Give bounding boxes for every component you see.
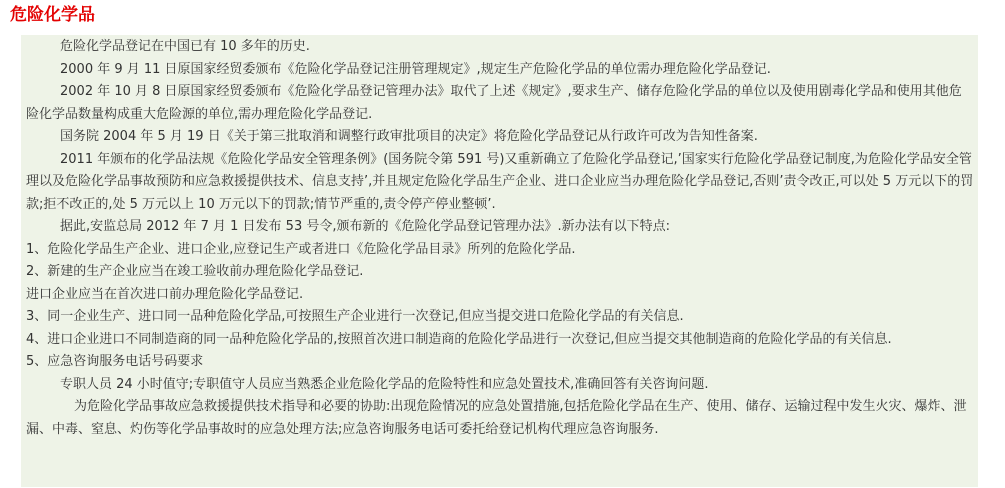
list-item-4: 4、进口企业进口不同制造商的同一品种危险化学品的,按照首次进口制造商的危险化学品进行一次登记,但应当提交其他制造商的危险化学品的有关信息. (26, 331, 892, 347)
list-item-1: 1、危险化学品生产企业、进口企业,应登记生产或者进口《危险化学品目录》所列的危险化学品. (26, 241, 576, 257)
list-item-2-continued: 进口企业应当在首次进口前办理危险化学品登记. (26, 286, 304, 302)
paragraph-2011-regulation: 2011 年颁布的化学品法规《危险化学品安全管理条例》(国务院令第 591 号)又重新确立了危险化学品登记,’国家实行危险化学品登记制度,为危险化学品安全管理以及危险化学品事故预防和应急救援提供技术、信息支持’,并且规定危险化学品生产企业、进口企业应当办理危险化学品登记,否则’责令改正,可以处 5 万元以下的罚款;拒不改正的,处 5 万元以上 10 万元以下的罚款;情节严重的,责令停产停业整顿’. (26, 151, 974, 212)
paragraph-2002-regulation: 2002 年 10 月 8 日原国家经贸委颁布《危险化学品登记管理办法》取代了上述《规定》,要求生产、储存危险化学品的单位以及使用剧毒化学品和使用其他危险化学品数量构成重大危险源的单位,需办理危险化学品登记. (26, 84, 962, 122)
list-item-5: 5、应急咨询服务电话号码要求 (26, 354, 204, 369)
paragraph-2004-decision: 国务院 2004 年 5 月 19 日《关于第三批取消和调整行政审批项目的决定》将危险化学品登记从行政许可改为告知性备案. (60, 129, 758, 144)
article-body (21, 35, 978, 487)
paragraph-hotline-staffing: 专职人员 24 小时值守;专职值守人员应当熟悉企业危险化学品的危险特性和应急处置技术,准确回答有关咨询问题. (60, 376, 709, 392)
paragraph-2012-order: 据此,安监总局 2012 年 7 月 1 日发布 53 号令,颁布新的《危险化学品登记管理办法》.新办法有以下特点: (60, 219, 671, 234)
list-item-2: 2、新建的生产企业应当在竣工验收前办理危险化学品登记. (26, 264, 364, 279)
paragraph-2000-regulation: 2000 年 9 月 11 日原国家经贸委颁布《危险化学品登记注册管理规定》,规定生产危险化学品的单位需办理危险化学品登记. (60, 61, 771, 77)
list-item-3: 3、同一企业生产、进口同一品种危险化学品,可按照生产企业进行一次登记,但应当提交进口危险化学品的有关信息. (26, 309, 684, 324)
page-title: 危险化学品 (10, 5, 95, 25)
paragraph-emergency-guidance: 为危险化学品事故应急救援提供技术指导和必要的协助:出现危险情况的应急处置措施,包括危险化学品在生产、使用、储存、运输过程中发生火灾、爆炸、泄漏、中毒、窒息、灼伤等化学品事故时的应急处理方法;应急咨询服务电话可委托给登记机构代理应急咨询服务. (26, 399, 967, 437)
paragraph-history: 危险化学品登记在中国已有 10 多年的历史. (60, 39, 310, 54)
